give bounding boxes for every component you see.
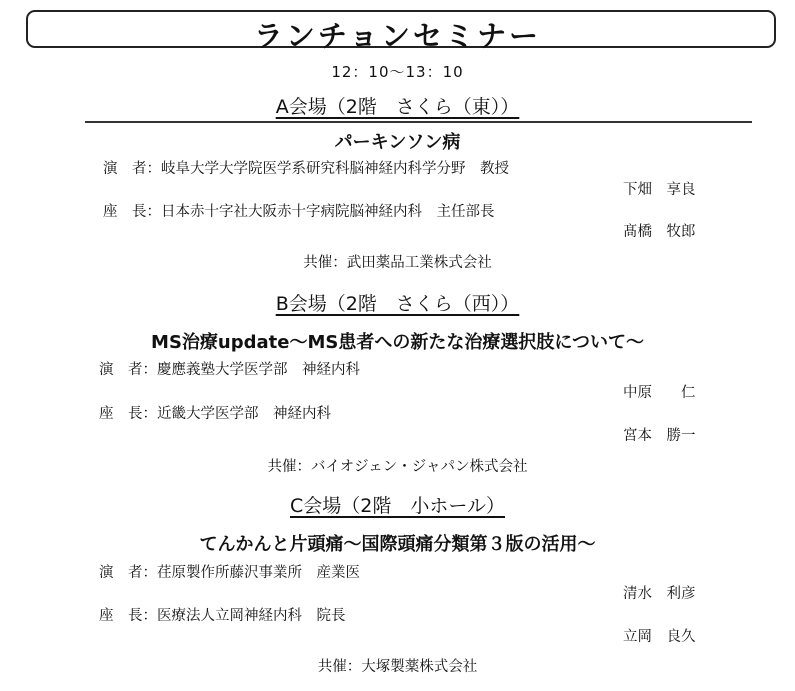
hall-heading-b xyxy=(0,289,795,316)
speaker-c: 演 者：荏原製作所藤沢事業所 産業医 xyxy=(99,565,360,581)
chair-b: 座 長：近畿大学医学部 神経内科 xyxy=(99,406,331,422)
hall-heading-c xyxy=(0,491,795,518)
sponsor-c: 共催：大塚製薬株式会社 xyxy=(317,659,478,675)
chair-c: 座 長：医療法人立岡神経内科 院長 xyxy=(99,608,346,624)
hall-heading-a-text: A会場（2階 さくら（東）） xyxy=(275,96,520,118)
topic-c: てんかんと片頭痛〜国際頭痛分類第３版の活用〜 xyxy=(199,534,596,555)
chair-name-b: 宮本 勝一 xyxy=(623,428,696,444)
hall-heading-c-text: C会場（2階 小ホール） xyxy=(290,495,505,517)
divider-rule xyxy=(85,121,752,123)
topic-a: パーキンソン病 xyxy=(334,132,461,153)
speaker-name-c: 清水 利彦 xyxy=(623,586,696,602)
sponsor-a: 共催：武田薬品工業株式会社 xyxy=(303,255,492,271)
chair-a: 座 長：日本赤十字社大阪赤十字病院脳神経内科 主任部長 xyxy=(103,204,495,220)
hall-heading-a xyxy=(0,92,795,119)
topic-b: MS治療update〜MS患者への新たな治療選択肢について〜 xyxy=(151,332,644,353)
page-title: ランチョンセミナー xyxy=(253,19,542,53)
sponsor-b: 共催：バイオジェン・ジャパン株式会社 xyxy=(267,459,528,475)
session-time: 12：10〜13：10 xyxy=(331,63,464,81)
speaker-a: 演 者：岐阜大学大学院医学系研究科脳神経内科学分野 教授 xyxy=(103,161,509,177)
chair-name-a: 髙橋 牧郎 xyxy=(623,224,696,240)
hall-heading-b-text: B会場（2階 さくら（西）） xyxy=(275,293,520,315)
speaker-name-b: 中原 仁 xyxy=(623,385,696,401)
chair-name-c: 立岡 良久 xyxy=(623,629,696,645)
speaker-name-a: 下畑 享良 xyxy=(623,182,696,198)
speaker-b: 演 者：慶應義塾大学医学部 神経内科 xyxy=(99,362,360,378)
